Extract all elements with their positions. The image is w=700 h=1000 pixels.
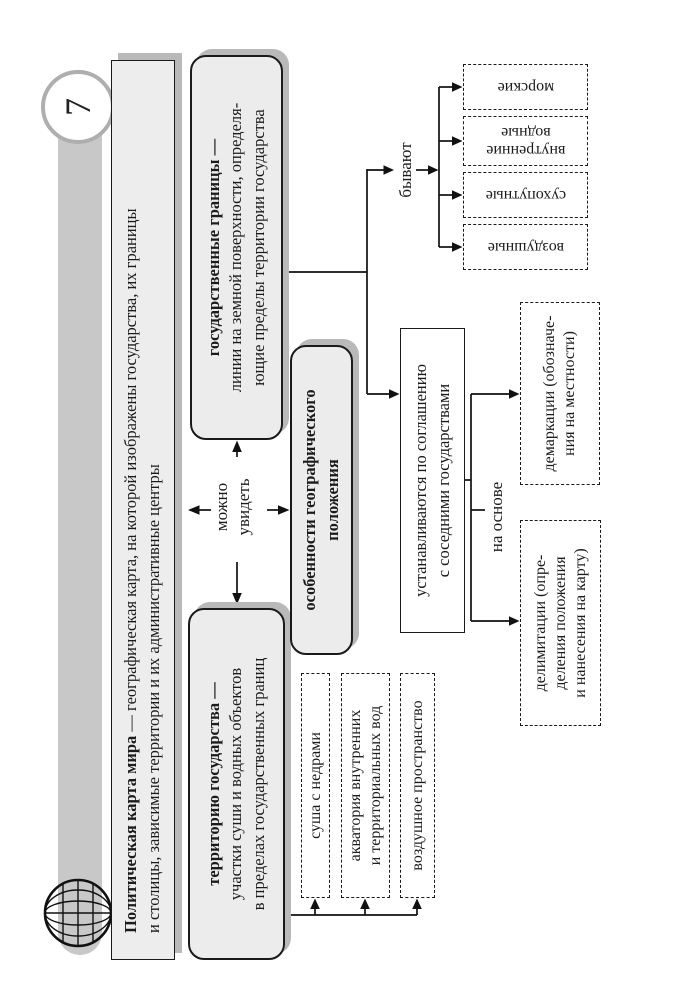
can-see-line: увидеть xyxy=(234,478,254,536)
territory-part-label-line: и территориальных вод xyxy=(366,705,384,866)
geo-features-box xyxy=(290,345,353,655)
delimitation-box xyxy=(520,520,601,726)
established-box xyxy=(400,328,465,633)
territory-part-land-box xyxy=(301,673,330,898)
can-see-line: можно xyxy=(212,482,231,532)
territory-line: участки суши и водных объектов xyxy=(226,667,246,901)
definition-text-1: — географическая карта, на которой изображены государства, их границы xyxy=(121,208,140,736)
geo-features-line: особенности географического xyxy=(300,389,320,611)
border-type-sea-box xyxy=(463,64,588,110)
border-type-label xyxy=(467,123,585,159)
territory-part-waters-box xyxy=(341,673,390,898)
demarcation-line: демаркации (обозначе- xyxy=(541,315,558,472)
territory-part-label-line: акватория внутренних xyxy=(346,709,364,862)
definition-term: Политическая карта мира xyxy=(121,735,140,933)
byvayut-label: бывают xyxy=(396,142,415,198)
state-borders-box xyxy=(190,55,283,440)
definition-box xyxy=(111,60,175,960)
definition-line-2: и столицы, зависимые территории и их административные центры xyxy=(143,464,163,933)
geo-features-line: положения xyxy=(322,459,342,541)
border-type-air-box xyxy=(463,224,588,270)
delimitation-line: делимитации (опре- xyxy=(531,554,549,692)
definition-line-1 xyxy=(120,87,143,933)
border-type-label-line: внутренние xyxy=(485,141,566,159)
page-number-badge xyxy=(41,70,115,144)
established-line: с соседними государствами xyxy=(433,383,453,578)
territory-part-label: воздушное пространство xyxy=(408,700,426,871)
border-type-inland-waters-box xyxy=(463,116,588,166)
state-borders-title: государственные границы — xyxy=(204,138,224,357)
border-type-label-line: водные xyxy=(500,124,551,141)
state-borders-line: ющие пределы территории государства xyxy=(248,109,268,386)
demarcation-box xyxy=(520,302,600,485)
page-header-bar xyxy=(58,70,102,955)
established-line: устанавливаются по соглашению xyxy=(411,364,431,597)
territory-title: территорию государства — xyxy=(204,682,224,886)
territory-part-label: суша с недрами xyxy=(306,732,324,839)
territory-line: в пределах государственных границ xyxy=(248,657,268,911)
page-number: 7 xyxy=(58,98,98,116)
territory-part-airspace-box xyxy=(400,673,435,898)
border-type-label: сухопутные xyxy=(485,186,566,204)
border-type-land-box xyxy=(463,172,588,218)
can-see-label xyxy=(211,457,255,557)
delimitation-line: деления положения xyxy=(551,556,569,690)
state-borders-line: линии на земной поверхности, определя- xyxy=(226,102,246,393)
territory-box xyxy=(188,608,285,960)
border-type-label: воздушные xyxy=(487,238,564,256)
delimitation-line: и нанесения на карту) xyxy=(571,548,589,698)
globe-icon xyxy=(41,876,115,950)
na-osnove-label: на основе xyxy=(487,481,506,553)
border-type-label: морские xyxy=(497,78,554,96)
demarcation-line: ния на местности) xyxy=(561,331,578,456)
